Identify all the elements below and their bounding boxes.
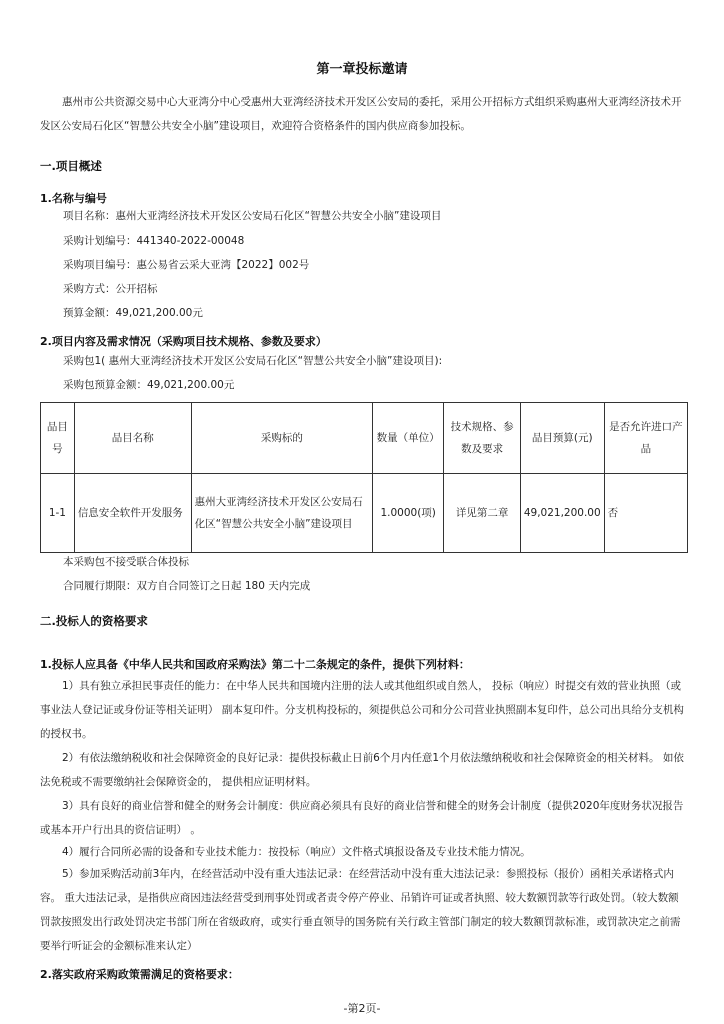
- budget-amount: 预算金额：49,021,200.00元: [63, 307, 203, 319]
- cell-budget: 49,021,200.00: [520, 474, 604, 553]
- cell-item-no: 1-1: [41, 474, 75, 553]
- package-line: 采购包1( 惠州大亚湾经济技术开发区公安局石化区“智慧公共安全小脑”建设项目):: [63, 355, 443, 367]
- requirement-2: 2）有依法缴纳税收和社会保障资金的良好记录：提供投标截止日前6个月内任意1个月依法缴纳税收和社会保障资金的相关材料。 如依法免税或不需要缴纳社会保障资金的， 提供相应证明材料。: [40, 752, 684, 788]
- page-number: -第2页-: [343, 1002, 381, 1015]
- requirement-4: 4）履行合同所必需的设备和专业技术能力：按投标（响应）文件格式填报设备及专业技术能力情况。: [62, 846, 531, 858]
- cell-spec: 详见第二章: [444, 474, 521, 553]
- cell-target: 惠州大亚湾经济技术开发区公安局石化区“智慧公共安全小脑”建设项目: [191, 474, 372, 553]
- requirement-3: 3）具有良好的商业信誉和健全的财务会计制度：供应商必须具有良好的商业信誉和健全的财务会计制度（提供2020年度财务状况报告或基本开户行出具的资信证明） 。: [40, 800, 684, 836]
- policy-heading: 2.落实政府采购政策需满足的资格要求：: [40, 968, 239, 981]
- page-title: 第一章投标邀请: [316, 62, 408, 77]
- th-target: 采购标的: [191, 403, 372, 474]
- th-budget: 品目预算(元): [520, 403, 604, 474]
- section2-heading: 二.投标人的资格要求: [40, 614, 148, 628]
- cell-import: 否: [604, 474, 687, 553]
- th-item-no: 品目号: [41, 403, 75, 474]
- content-heading: 2.项目内容及需求情况（采购项目技术规格、参数及要求）: [40, 335, 327, 348]
- section1-heading: 一.项目概述: [40, 159, 102, 173]
- project-name: 项目名称：惠州大亚湾经济技术开发区公安局石化区“智慧公共安全小脑”建设项目: [63, 210, 442, 222]
- th-item-name: 品目名称: [74, 403, 191, 474]
- plan-number: 采购计划编号：441340-2022-00048: [63, 235, 245, 247]
- procurement-method: 采购方式：公开招标: [63, 283, 158, 295]
- th-import: 是否允许进口产品: [604, 403, 687, 474]
- name-number-heading: 1.名称与编号: [40, 192, 107, 205]
- package-budget: 采购包预算金额：49,021,200.00元: [63, 379, 235, 391]
- th-quantity: 数量（单位）: [373, 403, 444, 474]
- cell-item-name: 信息安全软件开发服务: [74, 474, 191, 553]
- note-consortium: 本采购包不接受联合体投标: [63, 556, 189, 568]
- project-number: 采购项目编号：惠公易省云采大亚湾【2022】002号: [63, 259, 310, 271]
- table-header-row: [41, 403, 688, 474]
- table-row: [41, 474, 688, 553]
- items-table: [40, 402, 688, 553]
- requirement-5: 5）参加采购活动前3年内，在经营活动中没有重大违法记录：在经营活动中没有重大违法记录：参照投标（报价）函相关承诺格式内容。 重大违法记录，是指供应商因违法经营受到刑事处罚或者责令停产停业、吊销许可证或者执照、较大数额罚款等行政处罚。（较大数额罚款按照发出行政处罚决定书部门所在省级政府，或实行垂直领导的国务院有关行政主管部门制定的较大数额罚款标准，或罚款决定之前需要举行听证会的金额标准来认定）: [40, 868, 681, 952]
- intro-paragraph: 惠州市公共资源交易中心大亚湾分中心受惠州大亚湾经济技术开发区公安局的委托，采用公开招标方式组织采购惠州大亚湾经济技术开发区公安局石化区“智慧公共安全小脑”建设项目，欢迎符合资格条件的国内供应商参加投标。: [40, 96, 682, 132]
- note-contract-period: 合同履行期限：双方自合同签订之日起 180 天内完成: [63, 580, 311, 592]
- th-spec: 技术规格、参数及要求: [444, 403, 521, 474]
- cell-quantity: 1.0000(项): [373, 474, 444, 553]
- qualification-heading: 1.投标人应具备《中华人民共和国政府采购法》第二十二条规定的条件，提供下列材料：: [40, 658, 470, 671]
- requirement-1: 1）具有独立承担民事责任的能力：在中华人民共和国境内注册的法人或其他组织或自然人， 投标（响应）时提交有效的营业执照（或事业法人登记证或身份证等相关证明） 副本复印件。分支机构投标的，须提供总公司和分公司营业执照副本复印件，总公司出具给分支机构的授权书。: [40, 680, 684, 740]
